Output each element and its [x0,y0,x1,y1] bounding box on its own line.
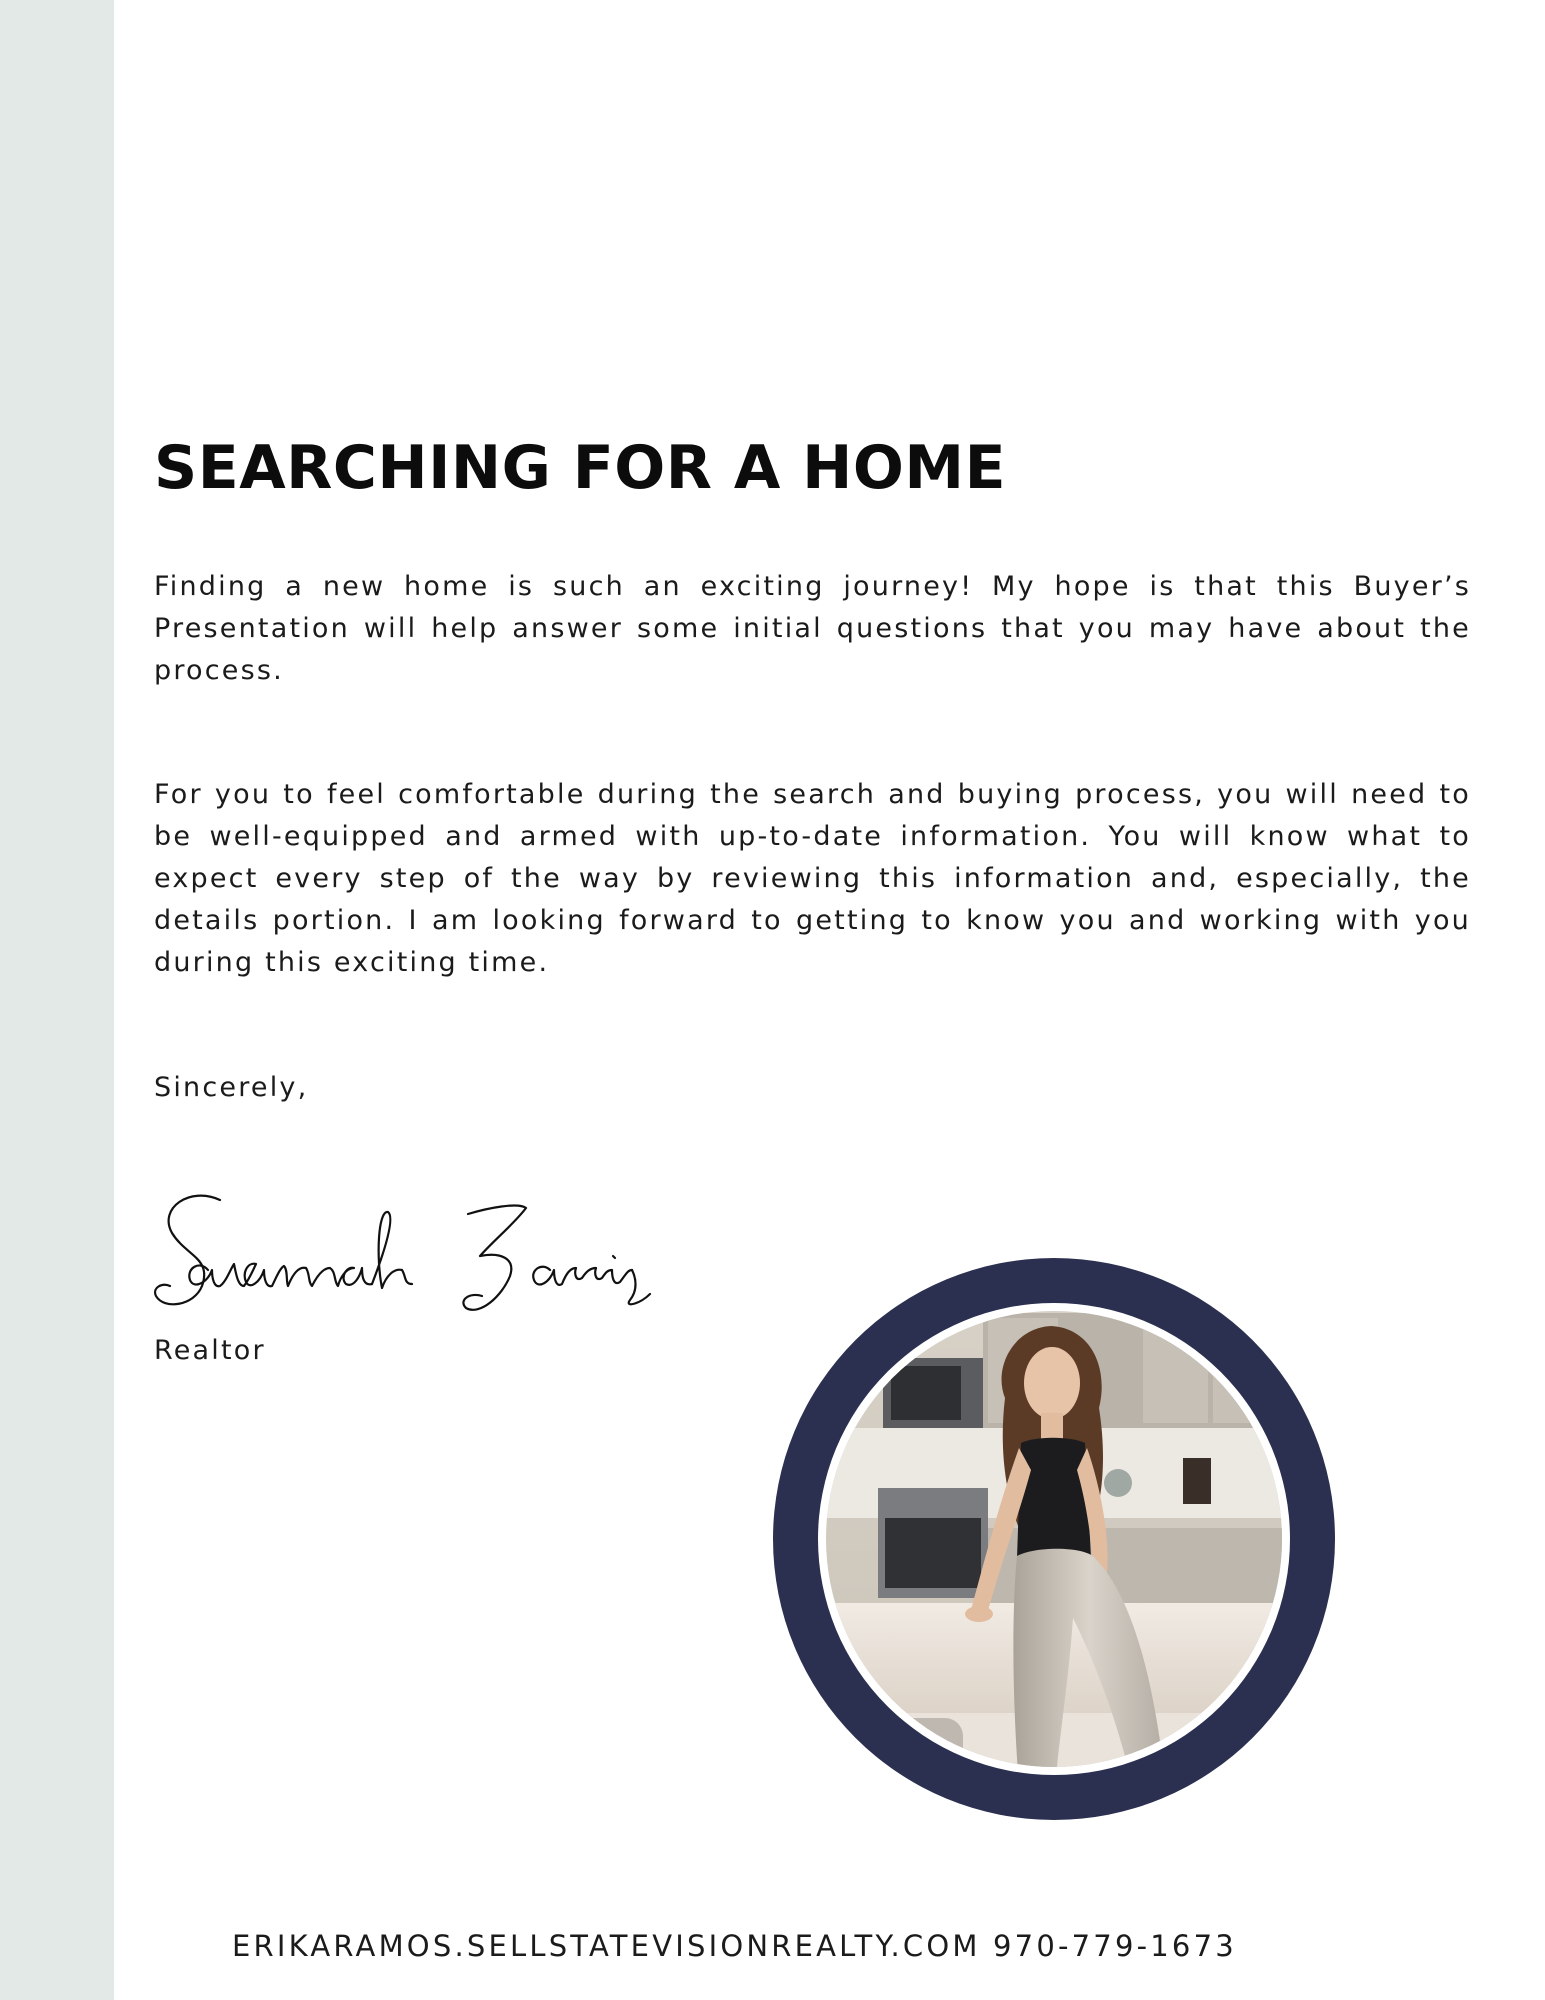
handwritten-signature [150,1178,750,1328]
realtor-portrait [773,1258,1335,1820]
signer-role: Realtor [154,1335,266,1366]
side-accent-band [0,0,114,2000]
body-paragraph: For you to feel comfortable during the search and buying process, you will need to be well-equipped and armed with up-to-date information. You will know what to expect every step of the way by reviewing this information and, especially, the details portion. I am looking forward to getting to know you and working with you during this exciting time. [154,779,1471,978]
intro-paragraph: Finding a new home is such an exciting journey! My hope is that this Buyer’s Presentation will help answer some initial questions that you may have about the process. [154,571,1471,686]
closing-salutation: Sincerely, [154,1072,309,1103]
footer-contact: ERIKARAMOS.SELLSTATEVISIONREALTY.COM 970-779-1673 [232,1929,1237,1963]
page-title: SEARCHING FOR A HOME [154,433,1007,503]
